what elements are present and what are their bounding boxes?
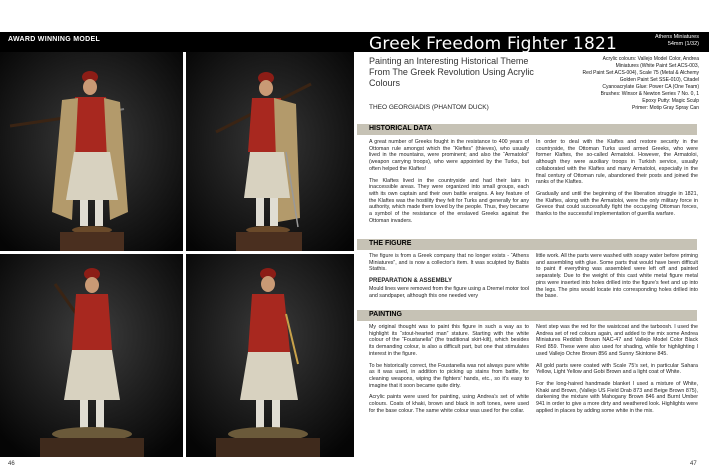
materials-line: Primer: Motip Gray Spray Can (632, 105, 699, 111)
materials-line: Red Paint Set ACS-004), Scale 75 (Metal & Alchemy (582, 70, 699, 76)
materials-line: Epoxy Putty: Magic Sculp (642, 98, 699, 104)
section-painting (357, 310, 697, 321)
paragraph: Mould lines were removed from the figure using a Dremel motor tool and sandpaper, although this one needed very (369, 285, 529, 299)
paragraph: little work. All the parts were washed with soapy water before priming and assembling with glue. Some parts that would have been difficult to paint if everything was assembled were left off and painted separately. Due to the weight of this cast white metal figure metal pins were inserted into holes drilled into the figure’s feet and up into the legs. The pins would locate into corresponding holes drilled into the base. (536, 253, 698, 300)
section-historical-data (357, 124, 697, 135)
kit-info (655, 34, 699, 48)
figure-photo-front (0, 52, 183, 251)
paragraph: In order to deal with the Klaftes and restore security in the countryside, the Ottoman Turks used armed Greeks, who were former Klaftes, the so-called Armatoloi. However, the Armatoloi, although they were auxiliary troops in Turkish service, usually collaborated with the Klaftes and many Armatoloi, especially in the final century of Ottoman rule, abandoned their posts and joined the ranks of the Klaftes. (536, 139, 698, 186)
figure-photo-back-right (186, 254, 354, 457)
materials-line: Acrylic colours: Vallejo Model Color, Andrea (602, 56, 699, 62)
left-footer (0, 457, 354, 472)
figure-left-column (369, 253, 529, 304)
materials-line: Cyanoacrylate Glue: Power CA (One Team) (602, 84, 699, 90)
paragraph: To be historically correct, the Foustanella was not always pure white as it was used, in addition to picking up stains from battle, for cleaning weapons, wiping the fighters’ hands, etc., so it’s easy to imagine that it soon became quite dirty. (369, 362, 529, 389)
paragraph: The figure is from a Greek company that no longer exists - “Athens Miniatures”, and is now a collector’s item. It was sculpted by Babis Stathis. (369, 253, 529, 273)
photo-divider-vertical (183, 52, 186, 457)
materials-line: Brushes: Winsor & Newton Series 7 No. 0, 1 (600, 91, 699, 97)
photo-page (0, 52, 354, 472)
paragraph: For the long-haired handmade blanket I used a mixture of White, Khaki and Brown, (Vallejo US Field Drab 873 and Beige Brown 875), darkening the mixture with Mahogany Brown 846 and Burnt Umber 941 in order to give a more dirty and weathered look. Highlights were applied in places by adding some white in the mix. (536, 380, 698, 414)
article-subtitle: Painting an Interesting Historical Theme From The Greek Revolution Using Acrylic Colours (369, 56, 534, 88)
page-number-left: 46 (8, 461, 15, 467)
paragraph: Acrylic paints were used for painting, using Andrea’s set of white colours. Coats of khaki, brown and black in soft tones, were used for the base colour. The same white colour was used for the collar. (369, 394, 529, 414)
painting-left-column (369, 324, 529, 419)
materials-line: Miniatures (White Paint Set ACS-003, (615, 63, 699, 69)
materials-list (509, 56, 699, 112)
kit-scale: 54mm (1/32) (667, 41, 699, 47)
historical-right-column (536, 139, 698, 223)
section-the-figure (357, 239, 697, 250)
paragraph: Next step was the red for the waistcoat and the tarboosh. I used the Andrea set of red colours again, and added to the mix some Andrea Miniatures Reddish Brown NAC-47 and Vallejo Model Color Black Red 859. These were also used for shading, while for highlighting I used Vallejo Ochre Brown 856 and Sunny Skintone 845. (536, 324, 698, 357)
section-banner: AWARD WINNING MODEL (8, 36, 101, 43)
subhead-preparation: PREPARATION & ASSEMBLY (369, 278, 453, 285)
section-title: HISTORICAL DATA (369, 125, 432, 132)
materials-line: Golden Paint Set SSE-010), Citadel (619, 77, 699, 83)
page-number-right: 47 (690, 461, 697, 467)
paragraph: The Klaftes lived in the countryside and had their lairs in inaccessible areas. They were organized into small groups, each with its own captain and their own battle ensigns. A key feature of the Klaftes was the hostility they felt for Turks and generally for any authority, which made them loved by the people. Thus, they became a symbol of the resistance of the enslaved Greeks against the Ottoman invaders. (369, 177, 529, 224)
photo-divider-horizontal (0, 251, 354, 254)
paragraph: All gold parts were coated with Scale 75’s set, in particular Sahara Yellow, Light Yellow and Gobi Brown and a light coat of White. (536, 362, 698, 376)
section-title: THE FIGURE (369, 240, 412, 247)
article-author: THEO GEORGIADIS (PHANTOM DUCK) (369, 104, 489, 111)
article-title: Greek Freedom Fighter 1821 (369, 34, 617, 54)
figure-photo-back-left (0, 254, 183, 457)
kit-brand: Athens Miniatures (654, 34, 699, 40)
paragraph: My original thought was to paint this figure in such a way as to highlight its “stout-hearted man” stature. Starting with the white colour of the “Foustanella” (the traditional skirt-kilt), which besides its demanding colour, is also a difficult part, but one that stimulates interest in the figure. (369, 324, 529, 357)
painting-right-column (536, 324, 698, 419)
figure-photo-side (186, 52, 354, 251)
paragraph: Gradually and until the beginning of the liberation struggle in 1821, the Klaftes, along with the Armatoloi, were the only military force in Greece that could successfully fight the occupying Ottoman forces, thanks to the successful implementation of guerilla warfare. (536, 190, 698, 218)
historical-left-column (369, 139, 529, 229)
figure-right-column (536, 253, 698, 305)
section-title: PAINTING (369, 311, 402, 318)
paragraph: A great number of Greeks fought in the resistance to 400 years of Ottoman rule amongst which the “Kleftes” (thieves), who usually lived in the mountains, were prominent; and also the “Armatoloi” (weapon carrying troops), who were appointed by the Turks, but often helped the Klaftes! (369, 139, 529, 172)
